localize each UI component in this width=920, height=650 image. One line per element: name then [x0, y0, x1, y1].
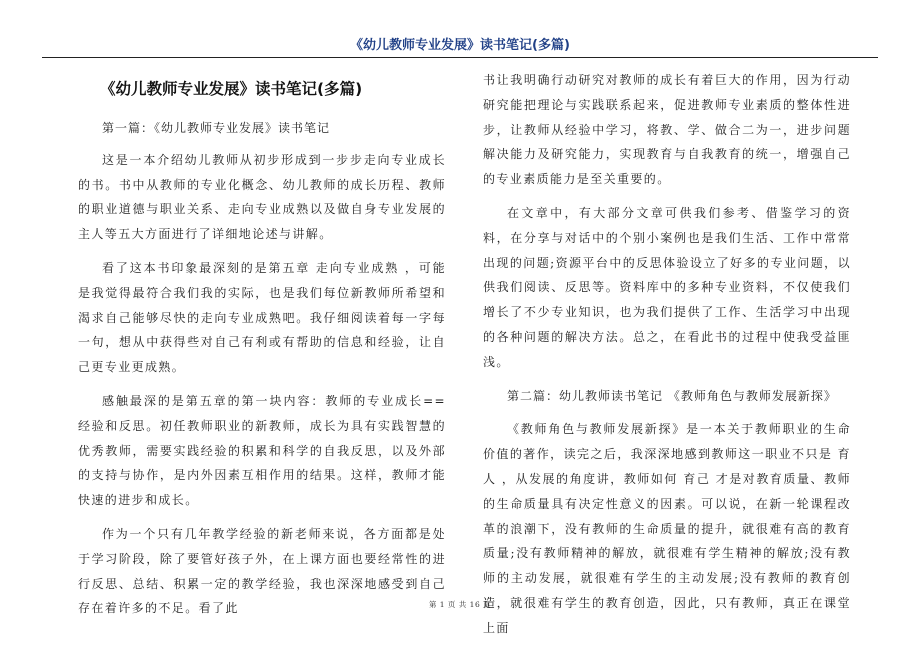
header-divider	[42, 57, 878, 58]
body-paragraph: 作为一个只有几年教学经验的新老师来说，各方面都是处于学习阶段，除了要管好孩子外，在上课方面也要经常性的进行反思、总结、积累一定的教学经验，我也深深地感受到自己存在着许多的不足。看了此	[78, 526, 446, 616]
body-paragraph: 这是一本介绍幼儿教师从初步形成到一步步走向专业成长的书。书中从教师的专业化概念、幼儿教师的成长历程、教师的职业道德与职业关系、走向专业成熟以及做自身专业发展的主人等五大方面进行了详细地论述与讲解。	[78, 152, 446, 242]
section-heading-second: 第二篇：幼儿教师读书笔记 《教师角色与教师发展新探》	[507, 388, 837, 403]
right-column	[483, 68, 851, 641]
body-paragraph: 《教师角色与教师发展新探》是一本关于教师职业的生命价值的著作，读完之后，我深深地感到教师这一职业不只是 育人 ，从发展的角度讲，教师如何 育己 才是对教育质量、教师的生命质量具有决定性意义的因素。可以说，在新一轮课程改革的浪潮下，没有教师的生命质量的提升，就很难有高的教育质量;没有教师精神的解放，就很难有学生精神的解放;没有教师的主动发展，就很难有学生的主动发展;没有教师的教育创造，就很难有学生的教育创造，因此，只有教师，真正在课堂上面	[483, 422, 851, 635]
page-number: 第 1 页 共 16 页	[428, 600, 492, 609]
document-title: 《幼儿教师专业发展》读书笔记(多篇)	[100, 80, 363, 98]
section-heading-first: 第一篇：《幼儿教师专业发展》读书笔记	[102, 121, 331, 135]
running-header-title: 《幼儿教师专业发展》读书笔记(多篇)	[350, 38, 570, 53]
left-column	[78, 68, 446, 621]
body-paragraph: 在文章中，有大部分文章可供我们参考、借鉴学习的资料，在分享与对话中的个别小案例也是我们生活、工作中常常出现的问题;资源平台中的反思体验设立了好多的专业问题，以供我们阅读、反思等。资料库中的多种专业资料，不仅使我们增长了不少专业知识，也为我们提供了工作、生活学习中出现的各种问题的解决方法。总之，在看此书的过程中使我受益匪浅。	[483, 205, 851, 369]
body-paragraph-continued: 书让我明确行动研究对教师的成长有着巨大的作用，因为行动研究能把理论与实践联系起来，促进教师专业素质的整体性进步，让教师从经验中学习，将教、学、做合二为一，进步问题解决能力及研究能力，实现教育与自我教育的统一，增强自己的专业素质能力是至关重要的。	[483, 73, 851, 187]
body-paragraph: 看了这本书印象最深刻的是第五章 走向专业成熟 ，可能是我觉得最符合我们我的实际，也是我们每位新教师所希望和渴求自己能够尽快的走向专业成熟吧。我仔细阅读着每一字每一句，想从中获得些对自己有利或有帮助的信息和经验，让自己更专业更成熟。	[78, 260, 446, 375]
body-paragraph: 感触最深的是第五章的第一块内容：教师的专业成长==经验和反思。初任教师职业的新教师，成长为具有实践智慧的优秀教师，需要实践经验的积累和科学的自我反思，以及外部的支持与协作，是内外因素互相作用的结果。这样，教师才能快速的进步和成长。	[78, 393, 446, 508]
